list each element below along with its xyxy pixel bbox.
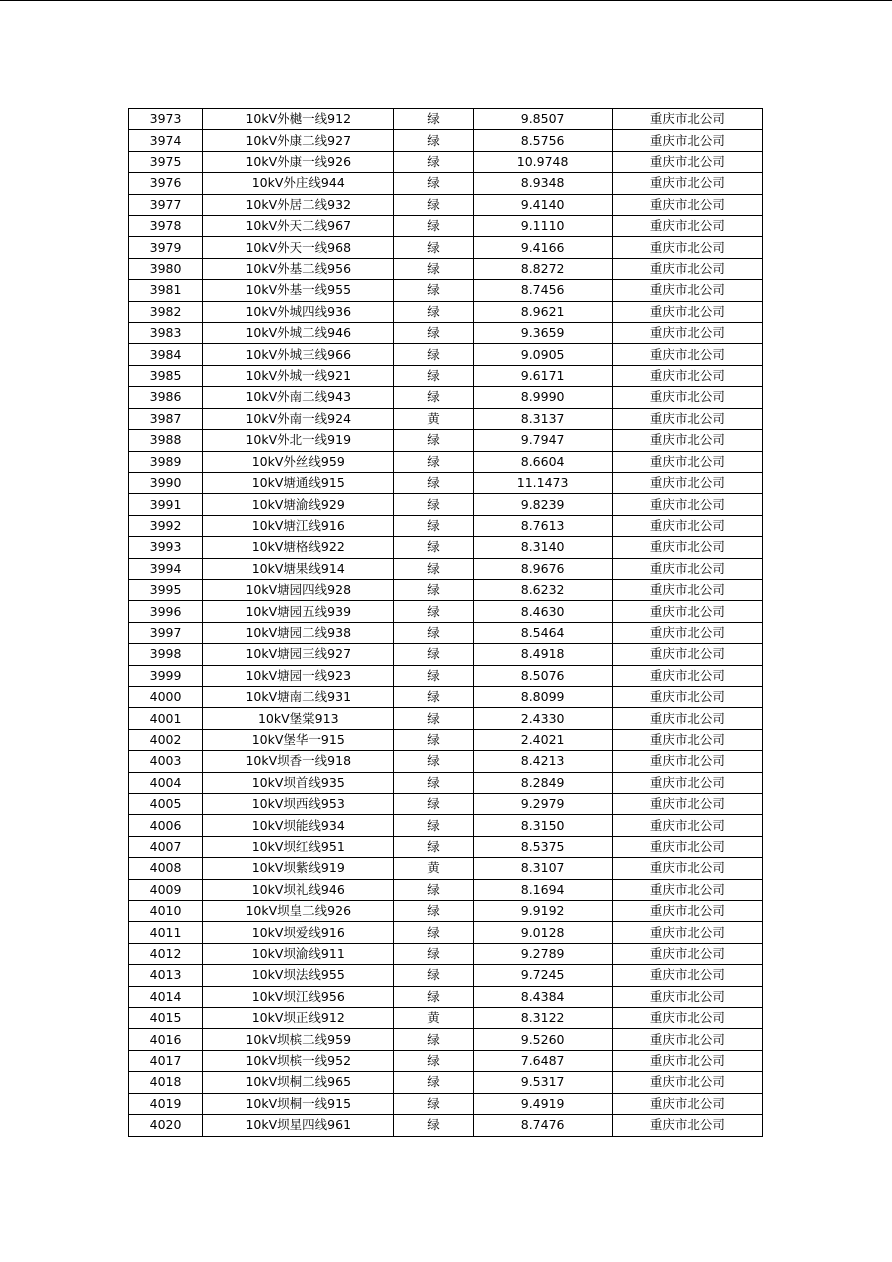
table-row xyxy=(129,323,763,344)
value-cell: 11.1473 xyxy=(473,472,612,493)
value-cell: 9.7245 xyxy=(473,965,612,986)
status-color-cell: 绿 xyxy=(394,173,473,194)
line-name-cell: 10kV坝香一线918 xyxy=(203,751,394,772)
row-number-cell: 3982 xyxy=(129,301,203,322)
value-cell: 8.3107 xyxy=(473,858,612,879)
value-cell: 8.1694 xyxy=(473,879,612,900)
value-cell: 8.3150 xyxy=(473,815,612,836)
table-row xyxy=(129,815,763,836)
status-color-cell: 绿 xyxy=(394,537,473,558)
company-cell: 重庆市北公司 xyxy=(612,1008,762,1029)
status-color-cell: 绿 xyxy=(394,558,473,579)
table-row xyxy=(129,601,763,622)
status-color-cell: 绿 xyxy=(394,151,473,172)
line-name-cell: 10kV外丝线959 xyxy=(203,451,394,472)
value-cell: 8.7456 xyxy=(473,280,612,301)
company-cell: 重庆市北公司 xyxy=(612,858,762,879)
row-number-cell: 3992 xyxy=(129,515,203,536)
company-cell: 重庆市北公司 xyxy=(612,173,762,194)
company-cell: 重庆市北公司 xyxy=(612,151,762,172)
value-cell: 9.2979 xyxy=(473,794,612,815)
line-name-cell: 10kV外城四线936 xyxy=(203,301,394,322)
table-row xyxy=(129,537,763,558)
company-cell: 重庆市北公司 xyxy=(612,1093,762,1114)
table-row xyxy=(129,879,763,900)
status-color-cell: 绿 xyxy=(394,109,473,130)
company-cell: 重庆市北公司 xyxy=(612,408,762,429)
row-number-cell: 4019 xyxy=(129,1093,203,1114)
company-cell: 重庆市北公司 xyxy=(612,943,762,964)
line-name-cell: 10kV外庄线944 xyxy=(203,173,394,194)
row-number-cell: 4001 xyxy=(129,708,203,729)
table-row xyxy=(129,109,763,130)
status-color-cell: 绿 xyxy=(394,1093,473,1114)
row-number-cell: 4017 xyxy=(129,1050,203,1071)
line-name-cell: 10kV塘园四线928 xyxy=(203,579,394,600)
row-number-cell: 3978 xyxy=(129,216,203,237)
company-cell: 重庆市北公司 xyxy=(612,537,762,558)
row-number-cell: 3979 xyxy=(129,237,203,258)
company-cell: 重庆市北公司 xyxy=(612,1072,762,1093)
value-cell: 8.5756 xyxy=(473,130,612,151)
line-name-cell: 10kV坝紫线919 xyxy=(203,858,394,879)
company-cell: 重庆市北公司 xyxy=(612,237,762,258)
company-cell: 重庆市北公司 xyxy=(612,772,762,793)
table-row xyxy=(129,751,763,772)
table-row xyxy=(129,1050,763,1071)
table-row xyxy=(129,365,763,386)
value-cell: 8.8099 xyxy=(473,686,612,707)
line-name-cell: 10kV外天二线967 xyxy=(203,216,394,237)
table-row xyxy=(129,130,763,151)
status-color-cell: 黄 xyxy=(394,858,473,879)
line-name-cell: 10kV坝正线912 xyxy=(203,1008,394,1029)
line-name-cell: 10kV坝桐一线915 xyxy=(203,1093,394,1114)
status-color-cell: 绿 xyxy=(394,194,473,215)
company-cell: 重庆市北公司 xyxy=(612,344,762,365)
table-row xyxy=(129,965,763,986)
line-name-cell: 10kV外城二线946 xyxy=(203,323,394,344)
table-row xyxy=(129,237,763,258)
line-name-cell: 10kV塘南二线931 xyxy=(203,686,394,707)
line-name-cell: 10kV坝江线956 xyxy=(203,986,394,1007)
row-number-cell: 4018 xyxy=(129,1072,203,1093)
company-cell: 重庆市北公司 xyxy=(612,686,762,707)
value-cell: 9.2789 xyxy=(473,943,612,964)
status-color-cell: 绿 xyxy=(394,601,473,622)
value-cell: 8.9621 xyxy=(473,301,612,322)
status-color-cell: 黄 xyxy=(394,1008,473,1029)
line-name-cell: 10kV坝槟一线952 xyxy=(203,1050,394,1071)
value-cell: 2.4021 xyxy=(473,729,612,750)
line-name-cell: 10kV塘江线916 xyxy=(203,515,394,536)
value-cell: 8.4213 xyxy=(473,751,612,772)
line-name-cell: 10kV坝礼线946 xyxy=(203,879,394,900)
row-number-cell: 4007 xyxy=(129,836,203,857)
table-row xyxy=(129,408,763,429)
table-row xyxy=(129,922,763,943)
table-row xyxy=(129,472,763,493)
table-row xyxy=(129,622,763,643)
row-number-cell: 3994 xyxy=(129,558,203,579)
table-row xyxy=(129,1008,763,1029)
status-color-cell: 绿 xyxy=(394,1050,473,1071)
table-row xyxy=(129,986,763,1007)
table-row xyxy=(129,836,763,857)
value-cell: 9.4166 xyxy=(473,237,612,258)
company-cell: 重庆市北公司 xyxy=(612,109,762,130)
status-color-cell: 绿 xyxy=(394,708,473,729)
row-number-cell: 4020 xyxy=(129,1115,203,1136)
data-table xyxy=(128,108,763,1137)
status-color-cell: 绿 xyxy=(394,1072,473,1093)
row-number-cell: 3990 xyxy=(129,472,203,493)
line-name-cell: 10kV坝渝线911 xyxy=(203,943,394,964)
value-cell: 8.3122 xyxy=(473,1008,612,1029)
status-color-cell: 绿 xyxy=(394,794,473,815)
line-name-cell: 10kV外北一线919 xyxy=(203,430,394,451)
status-color-cell: 绿 xyxy=(394,729,473,750)
row-number-cell: 4008 xyxy=(129,858,203,879)
line-name-cell: 10kV塘园三线927 xyxy=(203,644,394,665)
status-color-cell: 绿 xyxy=(394,130,473,151)
value-cell: 8.7613 xyxy=(473,515,612,536)
value-cell: 8.3140 xyxy=(473,537,612,558)
company-cell: 重庆市北公司 xyxy=(612,451,762,472)
status-color-cell: 绿 xyxy=(394,772,473,793)
row-number-cell: 3988 xyxy=(129,430,203,451)
company-cell: 重庆市北公司 xyxy=(612,665,762,686)
row-number-cell: 4016 xyxy=(129,1029,203,1050)
value-cell: 9.7947 xyxy=(473,430,612,451)
table-row xyxy=(129,772,763,793)
status-color-cell: 绿 xyxy=(394,472,473,493)
table-row xyxy=(129,1029,763,1050)
status-color-cell: 绿 xyxy=(394,836,473,857)
company-cell: 重庆市北公司 xyxy=(612,965,762,986)
row-number-cell: 3993 xyxy=(129,537,203,558)
line-name-cell: 10kV堡棠913 xyxy=(203,708,394,729)
company-cell: 重庆市北公司 xyxy=(612,515,762,536)
status-color-cell: 绿 xyxy=(394,943,473,964)
value-cell: 2.4330 xyxy=(473,708,612,729)
status-color-cell: 绿 xyxy=(394,387,473,408)
row-number-cell: 3984 xyxy=(129,344,203,365)
table-row xyxy=(129,494,763,515)
company-cell: 重庆市北公司 xyxy=(612,280,762,301)
status-color-cell: 绿 xyxy=(394,237,473,258)
row-number-cell: 4000 xyxy=(129,686,203,707)
line-name-cell: 10kV外樾一线912 xyxy=(203,109,394,130)
value-cell: 9.0128 xyxy=(473,922,612,943)
row-number-cell: 3995 xyxy=(129,579,203,600)
status-color-cell: 绿 xyxy=(394,515,473,536)
status-color-cell: 绿 xyxy=(394,430,473,451)
table-row xyxy=(129,686,763,707)
table-row xyxy=(129,644,763,665)
status-color-cell: 绿 xyxy=(394,365,473,386)
row-number-cell: 4012 xyxy=(129,943,203,964)
table-row xyxy=(129,943,763,964)
value-cell: 9.4140 xyxy=(473,194,612,215)
line-name-cell: 10kV外康二线927 xyxy=(203,130,394,151)
row-number-cell: 4015 xyxy=(129,1008,203,1029)
company-cell: 重庆市北公司 xyxy=(612,365,762,386)
value-cell: 8.4384 xyxy=(473,986,612,1007)
status-color-cell: 绿 xyxy=(394,216,473,237)
company-cell: 重庆市北公司 xyxy=(612,815,762,836)
line-name-cell: 10kV塘果线914 xyxy=(203,558,394,579)
company-cell: 重庆市北公司 xyxy=(612,751,762,772)
status-color-cell: 黄 xyxy=(394,408,473,429)
line-name-cell: 10kV外城一线921 xyxy=(203,365,394,386)
line-name-cell: 10kV坝爱线916 xyxy=(203,922,394,943)
value-cell: 9.8239 xyxy=(473,494,612,515)
value-cell: 8.2849 xyxy=(473,772,612,793)
status-color-cell: 绿 xyxy=(394,751,473,772)
line-name-cell: 10kV外城三线966 xyxy=(203,344,394,365)
line-name-cell: 10kV坝槟二线959 xyxy=(203,1029,394,1050)
row-number-cell: 3998 xyxy=(129,644,203,665)
line-name-cell: 10kV塘渝线929 xyxy=(203,494,394,515)
line-name-cell: 10kV外基一线955 xyxy=(203,280,394,301)
line-name-cell: 10kV塘园二线938 xyxy=(203,622,394,643)
company-cell: 重庆市北公司 xyxy=(612,1115,762,1136)
value-cell: 8.9348 xyxy=(473,173,612,194)
table-row xyxy=(129,451,763,472)
row-number-cell: 4014 xyxy=(129,986,203,1007)
company-cell: 重庆市北公司 xyxy=(612,794,762,815)
row-number-cell: 3974 xyxy=(129,130,203,151)
table-row xyxy=(129,1072,763,1093)
table-row xyxy=(129,665,763,686)
line-name-cell: 10kV坝皇二线926 xyxy=(203,901,394,922)
value-cell: 9.3659 xyxy=(473,323,612,344)
value-cell: 9.6171 xyxy=(473,365,612,386)
company-cell: 重庆市北公司 xyxy=(612,130,762,151)
company-cell: 重庆市北公司 xyxy=(612,258,762,279)
value-cell: 8.7476 xyxy=(473,1115,612,1136)
line-name-cell: 10kV塘通线915 xyxy=(203,472,394,493)
company-cell: 重庆市北公司 xyxy=(612,494,762,515)
row-number-cell: 3999 xyxy=(129,665,203,686)
table-row xyxy=(129,1093,763,1114)
line-name-cell: 10kV外康一线926 xyxy=(203,151,394,172)
row-number-cell: 3973 xyxy=(129,109,203,130)
row-number-cell: 3997 xyxy=(129,622,203,643)
status-color-cell: 绿 xyxy=(394,344,473,365)
value-cell: 8.4630 xyxy=(473,601,612,622)
status-color-cell: 绿 xyxy=(394,301,473,322)
company-cell: 重庆市北公司 xyxy=(612,1029,762,1050)
company-cell: 重庆市北公司 xyxy=(612,430,762,451)
row-number-cell: 3986 xyxy=(129,387,203,408)
value-cell: 9.5317 xyxy=(473,1072,612,1093)
table-row xyxy=(129,173,763,194)
status-color-cell: 绿 xyxy=(394,686,473,707)
company-cell: 重庆市北公司 xyxy=(612,986,762,1007)
company-cell: 重庆市北公司 xyxy=(612,558,762,579)
row-number-cell: 4009 xyxy=(129,879,203,900)
row-number-cell: 3975 xyxy=(129,151,203,172)
line-name-cell: 10kV坝桐二线965 xyxy=(203,1072,394,1093)
status-color-cell: 绿 xyxy=(394,965,473,986)
row-number-cell: 3989 xyxy=(129,451,203,472)
row-number-cell: 3981 xyxy=(129,280,203,301)
status-color-cell: 绿 xyxy=(394,1115,473,1136)
value-cell: 8.6604 xyxy=(473,451,612,472)
company-cell: 重庆市北公司 xyxy=(612,922,762,943)
company-cell: 重庆市北公司 xyxy=(612,472,762,493)
value-cell: 8.9676 xyxy=(473,558,612,579)
value-cell: 9.1110 xyxy=(473,216,612,237)
company-cell: 重庆市北公司 xyxy=(612,387,762,408)
status-color-cell: 绿 xyxy=(394,323,473,344)
company-cell: 重庆市北公司 xyxy=(612,901,762,922)
value-cell: 9.0905 xyxy=(473,344,612,365)
value-cell: 9.4919 xyxy=(473,1093,612,1114)
line-name-cell: 10kV塘格线922 xyxy=(203,537,394,558)
status-color-cell: 绿 xyxy=(394,922,473,943)
status-color-cell: 绿 xyxy=(394,644,473,665)
company-cell: 重庆市北公司 xyxy=(612,579,762,600)
company-cell: 重庆市北公司 xyxy=(612,729,762,750)
line-name-cell: 10kV坝法线955 xyxy=(203,965,394,986)
row-number-cell: 4006 xyxy=(129,815,203,836)
table-row xyxy=(129,151,763,172)
line-name-cell: 10kV外南二线943 xyxy=(203,387,394,408)
status-color-cell: 绿 xyxy=(394,280,473,301)
row-number-cell: 4002 xyxy=(129,729,203,750)
line-name-cell: 10kV堡华一915 xyxy=(203,729,394,750)
row-number-cell: 3977 xyxy=(129,194,203,215)
value-cell: 8.3137 xyxy=(473,408,612,429)
table-row xyxy=(129,1115,763,1136)
line-name-cell: 10kV外居二线932 xyxy=(203,194,394,215)
table-body xyxy=(129,109,763,1137)
row-number-cell: 3991 xyxy=(129,494,203,515)
company-cell: 重庆市北公司 xyxy=(612,708,762,729)
table-row xyxy=(129,344,763,365)
line-name-cell: 10kV外天一线968 xyxy=(203,237,394,258)
company-cell: 重庆市北公司 xyxy=(612,601,762,622)
value-cell: 8.8272 xyxy=(473,258,612,279)
value-cell: 8.5375 xyxy=(473,836,612,857)
line-name-cell: 10kV外基二线956 xyxy=(203,258,394,279)
company-cell: 重庆市北公司 xyxy=(612,879,762,900)
row-number-cell: 3987 xyxy=(129,408,203,429)
company-cell: 重庆市北公司 xyxy=(612,622,762,643)
status-color-cell: 绿 xyxy=(394,451,473,472)
company-cell: 重庆市北公司 xyxy=(612,644,762,665)
row-number-cell: 3983 xyxy=(129,323,203,344)
status-color-cell: 绿 xyxy=(394,579,473,600)
value-cell: 9.9192 xyxy=(473,901,612,922)
row-number-cell: 3976 xyxy=(129,173,203,194)
status-color-cell: 绿 xyxy=(394,1029,473,1050)
row-number-cell: 4011 xyxy=(129,922,203,943)
row-number-cell: 4005 xyxy=(129,794,203,815)
company-cell: 重庆市北公司 xyxy=(612,194,762,215)
table-row xyxy=(129,194,763,215)
row-number-cell: 3980 xyxy=(129,258,203,279)
row-number-cell: 4003 xyxy=(129,751,203,772)
company-cell: 重庆市北公司 xyxy=(612,836,762,857)
row-number-cell: 4013 xyxy=(129,965,203,986)
value-cell: 8.4918 xyxy=(473,644,612,665)
table-row xyxy=(129,258,763,279)
company-cell: 重庆市北公司 xyxy=(612,1050,762,1071)
table-row xyxy=(129,558,763,579)
value-cell: 8.5076 xyxy=(473,665,612,686)
table-row xyxy=(129,301,763,322)
status-color-cell: 绿 xyxy=(394,665,473,686)
value-cell: 9.8507 xyxy=(473,109,612,130)
value-cell: 10.9748 xyxy=(473,151,612,172)
row-number-cell: 4010 xyxy=(129,901,203,922)
table-row xyxy=(129,430,763,451)
table-row xyxy=(129,387,763,408)
line-name-cell: 10kV坝星四线961 xyxy=(203,1115,394,1136)
table-row xyxy=(129,794,763,815)
table-row xyxy=(129,729,763,750)
status-color-cell: 绿 xyxy=(394,901,473,922)
table-row xyxy=(129,216,763,237)
line-name-cell: 10kV塘园一线923 xyxy=(203,665,394,686)
row-number-cell: 3996 xyxy=(129,601,203,622)
table-row xyxy=(129,858,763,879)
value-cell: 8.6232 xyxy=(473,579,612,600)
value-cell: 9.5260 xyxy=(473,1029,612,1050)
status-color-cell: 绿 xyxy=(394,815,473,836)
company-cell: 重庆市北公司 xyxy=(612,216,762,237)
status-color-cell: 绿 xyxy=(394,622,473,643)
status-color-cell: 绿 xyxy=(394,986,473,1007)
value-cell: 8.5464 xyxy=(473,622,612,643)
table-row xyxy=(129,515,763,536)
row-number-cell: 3985 xyxy=(129,365,203,386)
table-row xyxy=(129,708,763,729)
table-row xyxy=(129,280,763,301)
company-cell: 重庆市北公司 xyxy=(612,301,762,322)
value-cell: 7.6487 xyxy=(473,1050,612,1071)
status-color-cell: 绿 xyxy=(394,879,473,900)
row-number-cell: 4004 xyxy=(129,772,203,793)
line-name-cell: 10kV塘园五线939 xyxy=(203,601,394,622)
company-cell: 重庆市北公司 xyxy=(612,323,762,344)
line-name-cell: 10kV外南一线924 xyxy=(203,408,394,429)
status-color-cell: 绿 xyxy=(394,258,473,279)
page-top-rule xyxy=(0,0,892,1)
table-row xyxy=(129,579,763,600)
line-name-cell: 10kV坝能线934 xyxy=(203,815,394,836)
line-name-cell: 10kV坝西线953 xyxy=(203,794,394,815)
table-row xyxy=(129,901,763,922)
line-name-cell: 10kV坝红线951 xyxy=(203,836,394,857)
status-color-cell: 绿 xyxy=(394,494,473,515)
line-name-cell: 10kV坝首线935 xyxy=(203,772,394,793)
value-cell: 8.9990 xyxy=(473,387,612,408)
